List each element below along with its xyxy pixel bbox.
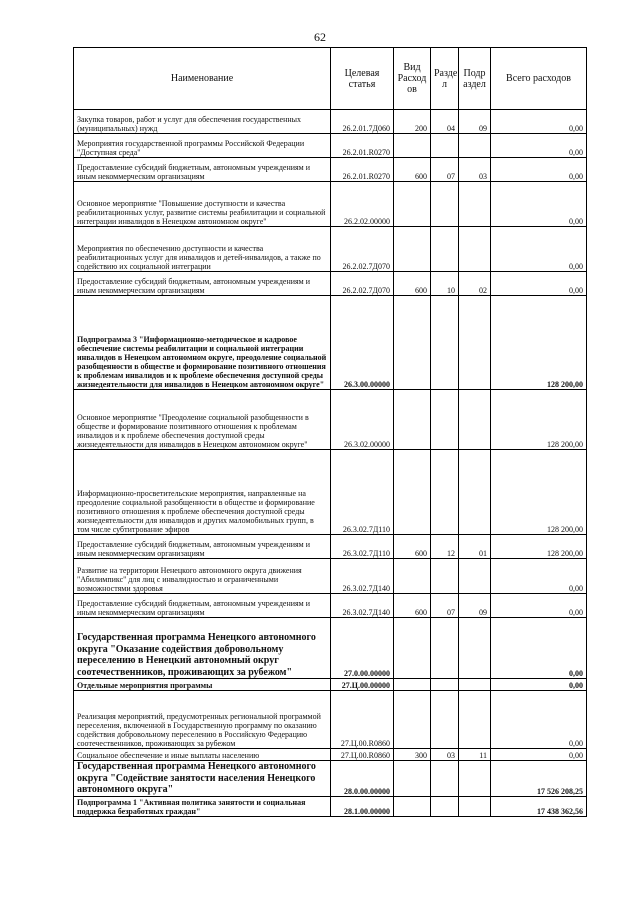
table-cell-target: 26.3.02.7Д140 <box>331 559 394 594</box>
table-cell-target: 26.3.02.00000 <box>331 390 394 450</box>
page-number: 62 <box>314 30 326 44</box>
table-cell-expense-type: 200 <box>394 110 431 134</box>
table-cell-expense-type <box>394 618 431 679</box>
table-cell-target: 26.2.02.7Д070 <box>331 272 394 296</box>
table-cell-section <box>431 679 459 691</box>
table-cell-section: 04 <box>431 110 459 134</box>
table-cell-section <box>431 182 459 227</box>
table-row <box>74 618 587 679</box>
table-cell-target: 26.2.01.7Д060 <box>331 110 394 134</box>
budget-table <box>73 47 587 817</box>
table-cell-section <box>431 618 459 679</box>
table-cell-amount: 0,00 <box>491 618 587 679</box>
table-cell-expense-type <box>394 796 431 816</box>
table-cell-target: 26.3.02.7Д140 <box>331 594 394 618</box>
table-cell-subsection: 02 <box>459 272 491 296</box>
table-cell-name: Мероприятия по обеспечению доступности и качества реабилитационных услуг для инвалидов и детей-инвалидов, а также по содействию их социальной интеграции <box>74 227 331 272</box>
table-cell-subsection <box>459 679 491 691</box>
table-cell-subsection <box>459 450 491 535</box>
table-cell-name: Закупка товаров, работ и услуг для обеспечения государственных (муниципальных) нужд <box>74 110 331 134</box>
table-row <box>74 691 587 749</box>
table-cell-subsection <box>459 796 491 816</box>
table-cell-name: Предоставление субсидий бюджетным, автономным учреждениям и иным некоммерческим организациям <box>74 158 331 182</box>
table-cell-amount: 0,00 <box>491 272 587 296</box>
table-cell-target: 27.Ц.00.R0860 <box>331 749 394 761</box>
table-cell-target: 27.Ц.00.R0860 <box>331 691 394 749</box>
header-subsection: Подр аздел <box>459 48 491 110</box>
table-row <box>74 182 587 227</box>
table-cell-name: Государственная программа Ненецкого автономного округа "Оказание содействия добровольному переселению в Ненецкий автономный округ соотечественников, проживающих за рубежом" <box>74 618 331 679</box>
table-row <box>74 390 587 450</box>
table-cell-amount: 128 200,00 <box>491 390 587 450</box>
table-cell-expense-type <box>394 559 431 594</box>
table-cell-section: 10 <box>431 272 459 296</box>
table-cell-target: 26.3.02.7Д110 <box>331 450 394 535</box>
table-cell-expense-type <box>394 761 431 797</box>
table-cell-subsection: 03 <box>459 158 491 182</box>
table-cell-amount: 0,00 <box>491 182 587 227</box>
table-cell-expense-type <box>394 679 431 691</box>
table-cell-name: Информационно-просветительские мероприятия, направленные на преодоление социальной разобщенности в обществе и формирование позитивного отношения к проблеме обеспечения доступной среды жизнедеятельности для инвалидов и других маломобильных групп, в том числе субтитрование эфиров <box>74 450 331 535</box>
table-cell-expense-type <box>394 227 431 272</box>
table-cell-section <box>431 796 459 816</box>
table-cell-amount: 17 526 208,25 <box>491 761 587 797</box>
table-cell-amount: 128 200,00 <box>491 450 587 535</box>
table-cell-section <box>431 390 459 450</box>
table-cell-subsection <box>459 618 491 679</box>
table-cell-expense-type <box>394 134 431 158</box>
table-cell-expense-type <box>394 296 431 390</box>
table-cell-section <box>431 691 459 749</box>
header-name: Наименование <box>74 48 331 110</box>
table-row <box>74 679 587 691</box>
table-cell-target: 26.3.00.00000 <box>331 296 394 390</box>
table-row <box>74 227 587 272</box>
table-cell-target: 26.2.01.R0270 <box>331 134 394 158</box>
table-cell-section <box>431 761 459 797</box>
table-cell-amount: 0,00 <box>491 594 587 618</box>
table-header-row <box>74 48 587 110</box>
table-cell-section <box>431 134 459 158</box>
table-cell-section <box>431 559 459 594</box>
table-cell-target: 26.2.02.00000 <box>331 182 394 227</box>
table-cell-amount: 0,00 <box>491 158 587 182</box>
table-cell-name: Предоставление субсидий бюджетным, автономным учреждениям и иным некоммерческим организациям <box>74 535 331 559</box>
table-cell-amount: 17 438 362,56 <box>491 796 587 816</box>
table-cell-target: 27.0.00.00000 <box>331 618 394 679</box>
table-cell-section <box>431 227 459 272</box>
table-cell-section: 03 <box>431 749 459 761</box>
table-cell-name: Реализация мероприятий, предусмотренных региональной программой переселения, включенной в Государственную программу по оказанию содействия добровольному переселению в Российскую Федерацию соотечественников, проживающих за рубежом <box>74 691 331 749</box>
table-cell-name: Подпрограмма 1 "Активная политика занятости и социальная поддержка безработных граждан" <box>74 796 331 816</box>
table-cell-name: Развитие на территории Ненецкого автономного округа движения "Абилимпикс" для лиц с инвалидностью и ограниченными возможностями здоровья <box>74 559 331 594</box>
table-cell-expense-type: 300 <box>394 749 431 761</box>
table-cell-target: 26.3.02.7Д110 <box>331 535 394 559</box>
table-cell-subsection <box>459 227 491 272</box>
table-cell-section <box>431 296 459 390</box>
table-cell-expense-type: 600 <box>394 158 431 182</box>
table-row <box>74 296 587 390</box>
table-cell-section: 07 <box>431 158 459 182</box>
table-cell-subsection <box>459 691 491 749</box>
table-cell-target: 27.Ц.00.00000 <box>331 679 394 691</box>
table-cell-subsection <box>459 761 491 797</box>
table-row <box>74 559 587 594</box>
table-row <box>74 158 587 182</box>
table-cell-name: Подпрограмма 3 "Информационно-методическое и кадровое обеспечение системы реабилитации и социальной интеграции инвалидов в Ненецком автономном округе, преодоление социальной разобщенности в обществе и формирование позитивного отношения к проблемам инвалидов и к проблеме обеспечения доступной среды жизнедеятельности для инвалидов в Ненецком автономном округе" <box>74 296 331 390</box>
table-cell-subsection: 09 <box>459 594 491 618</box>
table-cell-name: Основное мероприятие "Повышение доступности и качества реабилитационных услуг, развитие системы реабилитации и социальной интеграции инвалидов в Ненецком автономном округе" <box>74 182 331 227</box>
table-cell-section: 07 <box>431 594 459 618</box>
table-cell-name: Мероприятия государственной программы Российской Федерации "Доступная среда" <box>74 134 331 158</box>
table-cell-expense-type <box>394 390 431 450</box>
table-cell-expense-type: 600 <box>394 594 431 618</box>
header-target-article: Целевая статья <box>331 48 394 110</box>
table-row <box>74 134 587 158</box>
table-cell-target: 28.1.00.00000 <box>331 796 394 816</box>
table-cell-amount: 128 200,00 <box>491 535 587 559</box>
table-cell-amount: 0,00 <box>491 134 587 158</box>
table-cell-subsection <box>459 296 491 390</box>
table-cell-name: Основное мероприятие "Преодоление социальной разобщенности в обществе и формирование позитивного отношения к проблемам инвалидов и к проблеме обеспечения доступной среды жизнедеятельности для инвалидов в Ненецком автономном округе" <box>74 390 331 450</box>
table-cell-section <box>431 450 459 535</box>
table-cell-name: Государственная программа Ненецкого автономного округа "Содействие занятости населения Ненецкого автономного округа" <box>74 761 331 797</box>
table-cell-amount: 128 200,00 <box>491 296 587 390</box>
table-cell-subsection <box>459 182 491 227</box>
table-cell-amount: 0,00 <box>491 110 587 134</box>
table-cell-section: 12 <box>431 535 459 559</box>
table-cell-expense-type: 600 <box>394 535 431 559</box>
table-cell-subsection: 11 <box>459 749 491 761</box>
header-expense-type: Вид Расход ов <box>394 48 431 110</box>
table-cell-target: 26.2.02.7Д070 <box>331 227 394 272</box>
table-cell-amount: 0,00 <box>491 559 587 594</box>
table-cell-subsection <box>459 134 491 158</box>
table-cell-expense-type <box>394 691 431 749</box>
table-row <box>74 272 587 296</box>
table-cell-name: Предоставление субсидий бюджетным, автономным учреждениям и иным некоммерческим организациям <box>74 594 331 618</box>
table-cell-name: Отдельные мероприятия программы <box>74 679 331 691</box>
table-row <box>74 796 587 816</box>
table-cell-target: 28.0.00.00000 <box>331 761 394 797</box>
table-row <box>74 535 587 559</box>
table-cell-expense-type <box>394 450 431 535</box>
table-row <box>74 594 587 618</box>
table-cell-expense-type: 600 <box>394 272 431 296</box>
table-row <box>74 749 587 761</box>
table-cell-expense-type <box>394 182 431 227</box>
table-cell-target: 26.2.01.R0270 <box>331 158 394 182</box>
table-row <box>74 450 587 535</box>
table-row <box>74 110 587 134</box>
table-cell-subsection <box>459 559 491 594</box>
table-cell-amount: 0,00 <box>491 679 587 691</box>
header-total-expenses: Всего расходов <box>491 48 587 110</box>
table-cell-name: Социальное обеспечение и иные выплаты населению <box>74 749 331 761</box>
table-row <box>74 761 587 797</box>
table-cell-amount: 0,00 <box>491 691 587 749</box>
header-section: Разде л <box>431 48 459 110</box>
table-cell-subsection: 09 <box>459 110 491 134</box>
table-cell-amount: 0,00 <box>491 227 587 272</box>
table-cell-name: Предоставление субсидий бюджетным, автономным учреждениям и иным некоммерческим организациям <box>74 272 331 296</box>
table-cell-amount: 0,00 <box>491 749 587 761</box>
table-body <box>74 110 587 817</box>
table-cell-subsection: 01 <box>459 535 491 559</box>
table-cell-subsection <box>459 390 491 450</box>
